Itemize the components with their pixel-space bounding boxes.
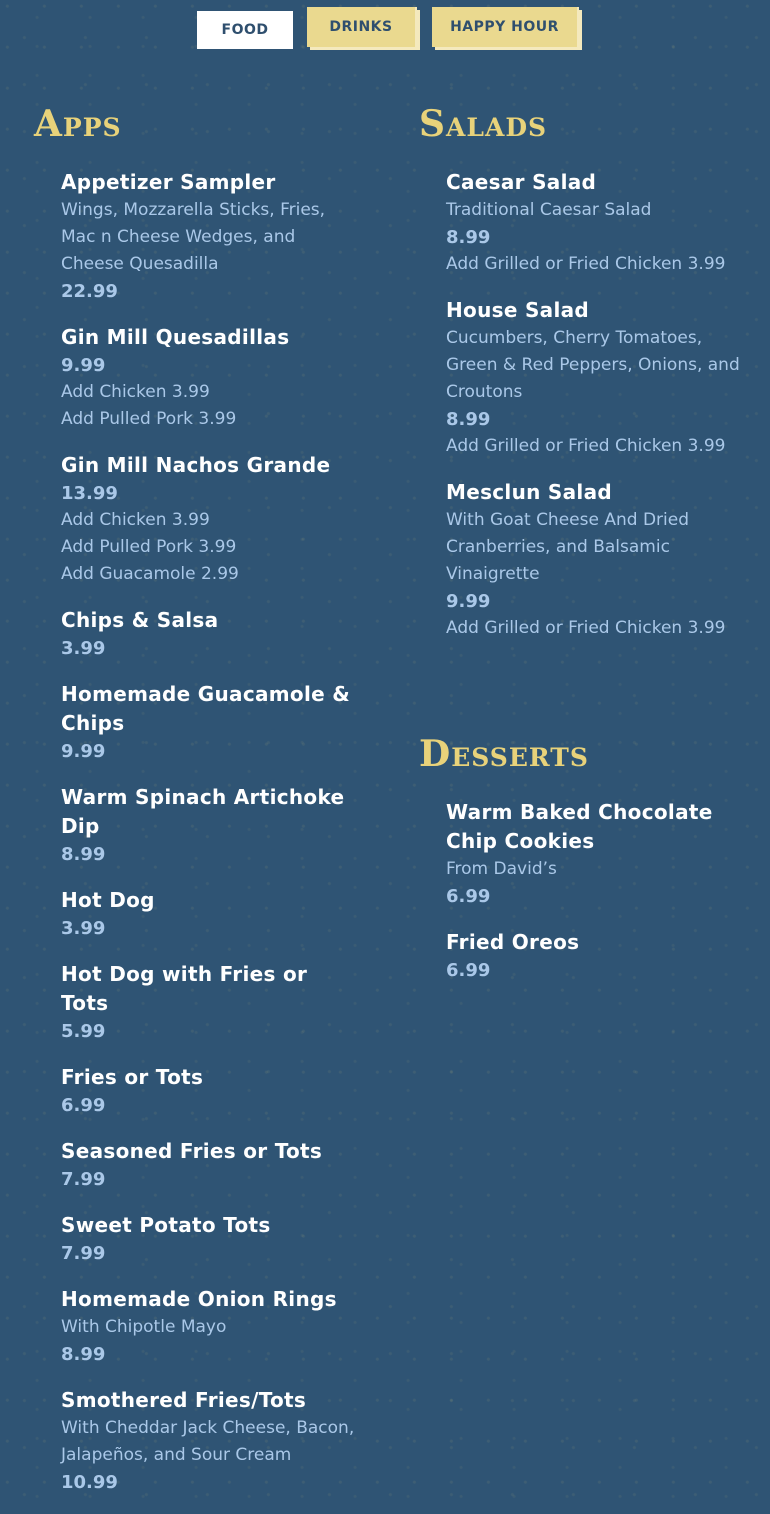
- menu-item: [446, 478, 746, 642]
- tab-food[interactable]: FOOD: [197, 11, 293, 49]
- tab-drinks[interactable]: DRINKS: [307, 7, 417, 47]
- apps-list: [61, 168, 361, 1514]
- menu-item-price: 6.99: [446, 886, 491, 907]
- menu-item-addon: Add Pulled Pork 3.99: [61, 409, 237, 429]
- menu-item-description: With Chipotle Mayo: [61, 1317, 227, 1337]
- menu-item-description: With Cheddar Jack Cheese, Bacon, Jalapeños, and Sour Cream: [61, 1418, 355, 1465]
- menu-item-name: Seasoned Fries or Tots: [61, 1139, 323, 1163]
- menu-item-price: 6.99: [446, 960, 491, 981]
- menu-item-name: Appetizer Sampler: [61, 170, 276, 194]
- menu-item: [61, 451, 361, 588]
- salads-list: [446, 168, 746, 660]
- menu-item-addon: Add Grilled or Fried Chicken 3.99: [446, 436, 726, 456]
- menu-item-price: 3.99: [61, 638, 106, 659]
- section-title-apps: Apps: [34, 103, 122, 145]
- menu-item-name: Homemade Onion Rings: [61, 1287, 337, 1311]
- menu-item-price: 7.99: [61, 1243, 106, 1264]
- menu-item-price: 5.99: [61, 1021, 106, 1042]
- menu-item: [61, 323, 361, 433]
- menu-item-price: 10.99: [61, 1472, 118, 1493]
- section-title-salads: Salads: [419, 103, 548, 145]
- menu-item-description: With Goat Cheese And Dried Cranberries, and Balsamic Vinaigrette: [446, 510, 689, 584]
- menu-item-price: 13.99: [61, 483, 118, 504]
- tab-happy-hour[interactable]: HAPPY HOUR: [432, 7, 579, 47]
- menu-item-price: 8.99: [61, 1344, 106, 1365]
- menu-item-price: 9.99: [61, 355, 106, 376]
- menu-item-description: From David’s: [446, 859, 557, 879]
- menu-item-name: Homemade Guacamole & Chips: [61, 682, 350, 735]
- menu-item-description: Wings, Mozzarella Sticks, Fries, Mac n Cheese Wedges, and Cheese Quesadilla: [61, 200, 326, 274]
- menu-item-price: 8.99: [61, 844, 106, 865]
- menu-item-name: Sweet Potato Tots: [61, 1213, 271, 1237]
- menu-item: [446, 168, 746, 278]
- menu-item-price: 6.99: [61, 1095, 106, 1116]
- menu-item: [61, 1285, 361, 1368]
- menu-item: [61, 168, 361, 305]
- section-title-desserts: Desserts: [419, 733, 589, 775]
- desserts-list: [446, 798, 746, 1002]
- menu-item: [61, 606, 361, 662]
- menu-item: [61, 680, 361, 765]
- menu-item-price: 8.99: [446, 409, 491, 430]
- menu-tabs: [0, 0, 770, 60]
- menu-item: [61, 1063, 361, 1119]
- menu-item: [61, 1211, 361, 1267]
- menu-item-addon: Add Chicken 3.99: [61, 382, 210, 402]
- menu-item-price: 9.99: [61, 741, 106, 762]
- menu-item: [61, 1137, 361, 1193]
- menu-item-name: House Salad: [446, 298, 590, 322]
- menu-item-name: Hot Dog with Fries or Tots: [61, 962, 308, 1015]
- menu-item-name: Fries or Tots: [61, 1065, 204, 1089]
- menu-item-addon: Add Grilled or Fried Chicken 3.99: [446, 254, 726, 274]
- menu-item-addon: Add Grilled or Fried Chicken 3.99: [446, 618, 726, 638]
- menu-item-price: 8.99: [446, 227, 491, 248]
- menu-item-name: Hot Dog: [61, 888, 155, 912]
- menu-item: [61, 886, 361, 942]
- menu-item-name: Chips & Salsa: [61, 608, 219, 632]
- menu-item-price: 7.99: [61, 1169, 106, 1190]
- menu-item-price: 22.99: [61, 281, 118, 302]
- menu-item-description: Cucumbers, Cherry Tomatoes, Green & Red Peppers, Onions, and Croutons: [446, 328, 740, 402]
- menu-item-name: Smothered Fries/Tots: [61, 1388, 307, 1412]
- menu-item: [61, 783, 361, 868]
- menu-item: [446, 296, 746, 460]
- menu-item-name: Gin Mill Quesadillas: [61, 325, 290, 349]
- menu-item-price: 3.99: [61, 918, 106, 939]
- menu-item: [446, 798, 746, 910]
- menu-item-name: Caesar Salad: [446, 170, 597, 194]
- menu-item: [61, 1386, 361, 1496]
- menu-item-price: 9.99: [446, 591, 491, 612]
- menu-item-addon: Add Pulled Pork 3.99: [61, 537, 237, 557]
- menu-item: [446, 928, 746, 984]
- menu-item-name: Fried Oreos: [446, 930, 580, 954]
- menu-item-name: Warm Spinach Artichoke Dip: [61, 785, 345, 838]
- menu-item-addon: Add Guacamole 2.99: [61, 564, 239, 584]
- menu-item-name: Gin Mill Nachos Grande: [61, 453, 331, 477]
- menu-item-addon: Add Chicken 3.99: [61, 510, 210, 530]
- menu-item-description: Traditional Caesar Salad: [446, 200, 652, 220]
- menu-item-name: Mesclun Salad: [446, 480, 612, 504]
- menu-item-name: Warm Baked Chocolate Chip Cookies: [446, 800, 713, 853]
- menu-item: [61, 960, 361, 1045]
